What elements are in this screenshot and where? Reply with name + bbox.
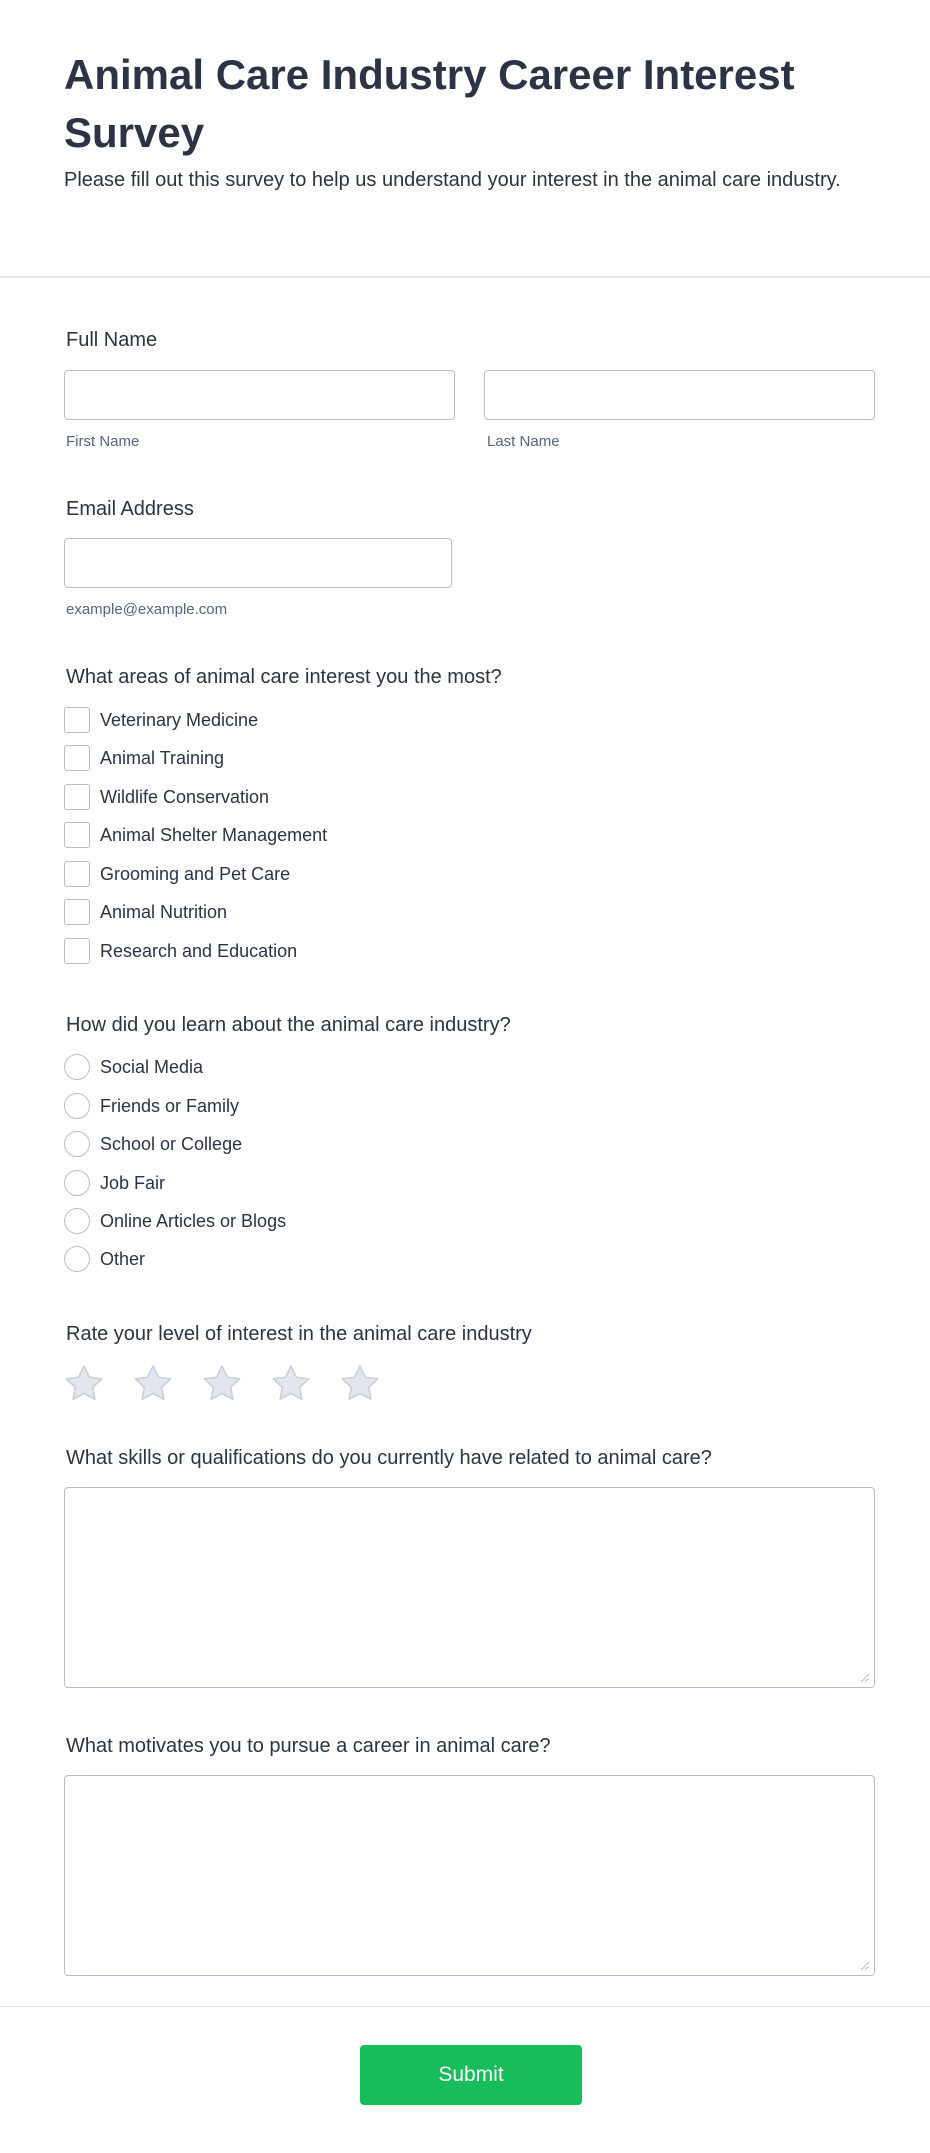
checkbox-option[interactable] — [64, 938, 297, 964]
first-name-input[interactable] — [64, 370, 455, 420]
star-icon[interactable] — [269, 1362, 313, 1406]
email-label: Email Address — [66, 498, 194, 520]
areas-question: What areas of animal care interest you the most? — [66, 666, 502, 688]
radio-option-label: Online Articles or Blogs — [100, 1211, 287, 1231]
radio-button[interactable] — [64, 1093, 90, 1119]
first-name-sublabel: First Name — [66, 433, 140, 450]
checkbox-option[interactable] — [64, 899, 227, 925]
radio-option-label: School or College — [100, 1134, 243, 1154]
checkbox-option[interactable] — [64, 822, 327, 848]
checkbox[interactable] — [64, 745, 90, 771]
checkbox-option-label: Research and Education — [100, 941, 298, 961]
motivation-question: What motivates you to pursue a career in animal care? — [66, 1735, 551, 1757]
form-description: Please fill out this survey to help us understand your interest in the animal care industry. — [64, 169, 841, 191]
footer-divider — [0, 2006, 930, 2007]
checkbox-option-label: Grooming and Pet Care — [100, 864, 291, 884]
radio-button[interactable] — [64, 1170, 90, 1196]
radio-option-label: Job Fair — [100, 1173, 166, 1193]
skills-question: What skills or qualifications do you currently have related to animal care? — [66, 1447, 712, 1469]
radio-option-label: Social Media — [100, 1057, 204, 1077]
checkbox-option[interactable] — [64, 745, 224, 771]
checkbox[interactable] — [64, 707, 90, 733]
star-icon[interactable] — [338, 1362, 382, 1406]
star-icon[interactable] — [131, 1362, 175, 1406]
full-name-label: Full Name — [66, 329, 158, 351]
star-rating — [62, 1362, 407, 1406]
radio-button[interactable] — [64, 1246, 90, 1272]
radio-button[interactable] — [64, 1054, 90, 1080]
radio-option[interactable] — [64, 1246, 145, 1272]
checkbox-option[interactable] — [64, 861, 290, 887]
star-icon[interactable] — [62, 1362, 106, 1406]
last-name-sublabel: Last Name — [487, 433, 560, 450]
radio-option[interactable] — [64, 1093, 239, 1119]
radio-option[interactable] — [64, 1208, 286, 1234]
checkbox[interactable] — [64, 938, 90, 964]
checkbox-option[interactable] — [64, 707, 258, 733]
radio-option-label: Other — [100, 1249, 146, 1269]
radio-button[interactable] — [64, 1208, 90, 1234]
checkbox-option[interactable] — [64, 784, 269, 810]
radio-option[interactable] — [64, 1170, 165, 1196]
email-sublabel: example@example.com — [66, 601, 228, 618]
submit-button[interactable]: Submit — [360, 2045, 582, 2105]
email-input[interactable] — [64, 538, 452, 588]
checkbox[interactable] — [64, 784, 90, 810]
checkbox-option-label: Animal Training — [100, 748, 225, 768]
checkbox[interactable] — [64, 899, 90, 925]
skills-textarea[interactable] — [64, 1487, 875, 1688]
checkbox[interactable] — [64, 822, 90, 848]
checkbox-option-label: Wildlife Conservation — [100, 787, 270, 807]
radio-button[interactable] — [64, 1131, 90, 1157]
checkbox[interactable] — [64, 861, 90, 887]
form-title: Animal Care Industry Career Interest Survey — [64, 51, 795, 156]
radio-option[interactable] — [64, 1054, 203, 1080]
star-icon[interactable] — [200, 1362, 244, 1406]
resize-handle-icon[interactable] — [860, 1961, 869, 1970]
motivation-textarea[interactable] — [64, 1775, 875, 1976]
radio-option-label: Friends or Family — [100, 1096, 240, 1116]
rating-question: Rate your level of interest in the animal care industry — [66, 1323, 532, 1345]
checkbox-option-label: Veterinary Medicine — [100, 710, 259, 730]
last-name-input[interactable] — [484, 370, 875, 420]
checkbox-option-label: Animal Shelter Management — [100, 825, 328, 845]
learn-question: How did you learn about the animal care industry? — [66, 1014, 511, 1036]
checkbox-option-label: Animal Nutrition — [100, 902, 228, 922]
resize-handle-icon[interactable] — [860, 1673, 869, 1682]
radio-option[interactable] — [64, 1131, 242, 1157]
form-header — [0, 0, 930, 278]
